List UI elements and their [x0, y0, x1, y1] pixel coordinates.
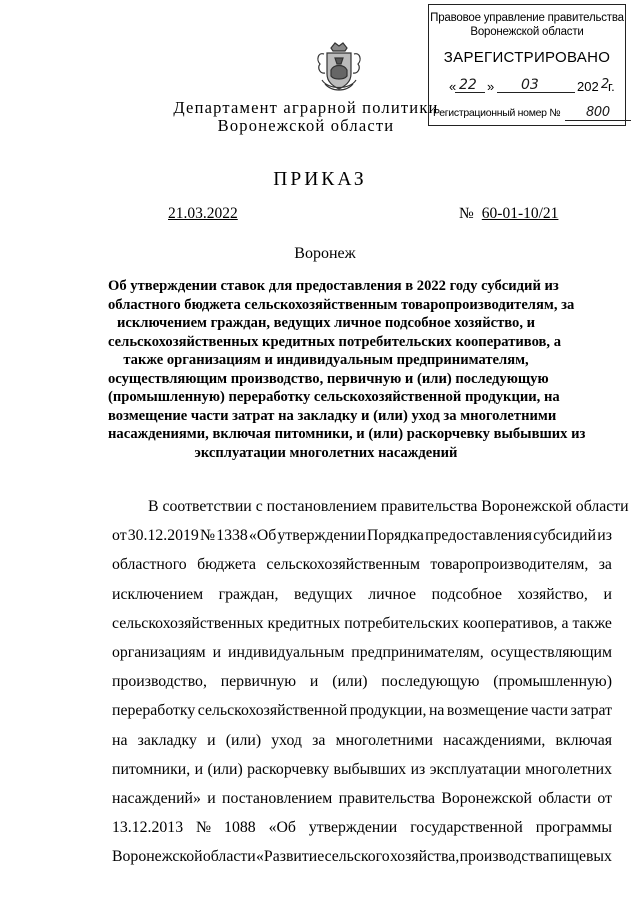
body-word: правительства [338, 789, 436, 807]
body-word: № [196, 819, 212, 837]
order-date: 21.03.2022 [168, 205, 238, 222]
body-word: многолетними [335, 731, 433, 749]
body-word: хозяйство, [517, 585, 588, 603]
body-word: подсобное [431, 585, 503, 603]
heading-line: возмещение части затрат на закладку и (или) уход за многолетними [108, 407, 557, 424]
body-word: и [212, 643, 222, 661]
body-word: 1088 [224, 819, 256, 837]
number-sign: № [459, 205, 474, 222]
stamp-month: 03 [521, 77, 539, 93]
body-word: эксплуатации [429, 760, 521, 778]
body-word: Порядка [366, 527, 424, 545]
heading-line: также организациям и индивидуальным предпринимателям, [123, 352, 529, 368]
body-word: а [561, 614, 569, 632]
heading-line: осуществляющим производство, первичную и (или) последующую [108, 370, 549, 387]
body-word: производства [459, 848, 550, 866]
body-word: многолетних [525, 760, 612, 778]
stamp-reg-number: 800 [585, 105, 610, 120]
body-word: хозяйства, [389, 848, 460, 866]
body-word: утверждении [308, 819, 398, 837]
body-word: затрат [570, 702, 612, 720]
body-word: программы [535, 819, 612, 837]
body-word: «Об [248, 527, 277, 545]
body-word: за [312, 731, 326, 749]
department-line2: Воронежской области [217, 116, 395, 135]
body-word: из [410, 760, 426, 778]
body-word: области [538, 789, 592, 807]
department-line1: Департамент аграрной политики [173, 98, 439, 117]
body-word: и [194, 760, 204, 778]
body-word: сельскохозяйственным [266, 556, 421, 574]
body-word: организациям [112, 643, 206, 661]
stamp-quote-open: « [449, 79, 457, 94]
body-word: исключением [112, 585, 204, 603]
stamp-year-suffix: 2 [601, 77, 610, 92]
body-word: индивидуальным [228, 643, 345, 661]
body-word: предоставления [425, 527, 532, 545]
body-word: 13.12.2013 [112, 819, 184, 837]
body-word: 1338 [216, 527, 248, 545]
body-word: включая [555, 731, 612, 749]
heading-line: насаждениями, включая питомники, и (или) раскорчевку выбывших из [108, 426, 586, 442]
body-word: закладку [137, 731, 197, 749]
body-word: и [207, 731, 216, 749]
heading-line: сельскохозяйственных кредитных потребительских кооперативов, а [108, 333, 561, 350]
stamp-authority-line1: Правовое управление правительства [430, 12, 624, 24]
body-word: государственной [410, 819, 523, 837]
body-word: и [207, 789, 216, 807]
body-word: (промышленную) [493, 673, 612, 691]
stamp-quote-close: » [487, 79, 495, 94]
heading-line: исключением граждан, ведущих личное подсобное хозяйство, и [116, 315, 536, 331]
stamp-authority-line2: Воронежской области [470, 26, 584, 38]
body-word: от [597, 789, 612, 807]
body-word: на [112, 731, 128, 749]
body-line [112, 784, 612, 813]
body-word: товаропроизводителям, [430, 556, 589, 574]
body-word: и [309, 673, 319, 691]
body-word: ведущих [294, 585, 353, 603]
body-line [112, 755, 612, 784]
order-heading [108, 277, 586, 462]
body-word: областного [112, 556, 187, 574]
body-word: 30.12.2019 [127, 527, 199, 545]
body-line [112, 667, 612, 696]
body-word: на [428, 702, 445, 720]
body-word: осуществляющим [490, 643, 612, 661]
body-word: также [572, 614, 612, 632]
body-word: из [597, 527, 612, 545]
body-word: насаждений» [112, 789, 201, 807]
body-word: граждан, [218, 585, 279, 603]
body-word: (или) [207, 760, 243, 778]
order-city: Воронеж [294, 245, 356, 262]
stamp-reg-label: Регистрационный номер № [433, 107, 561, 119]
document-title: ПРИКАЗ [273, 169, 367, 190]
body-word: за [598, 556, 612, 574]
body-line [112, 580, 612, 609]
body-word: насаждениями, [443, 731, 546, 749]
body-word: предпринимателям, [351, 643, 484, 661]
stamp-year-prefix: 202 [577, 79, 599, 94]
body-line [112, 696, 612, 725]
body-word: части [530, 702, 569, 720]
body-line [112, 521, 612, 550]
order-body [112, 492, 629, 871]
body-word: кооперативов, [462, 614, 558, 632]
heading-line: (промышленную) переработку сельскохозяйственной продукции, на [108, 389, 560, 405]
body-word: области [202, 848, 256, 866]
body-word: потребительских [344, 614, 459, 632]
body-word: Воронежской [112, 848, 203, 866]
coat-of-arms-icon [314, 40, 364, 98]
body-word: и [603, 585, 612, 603]
body-word: (или) [225, 731, 262, 749]
body-word: бюджета [197, 556, 256, 574]
body-word: от [112, 527, 127, 545]
body-word: постановлением [222, 789, 333, 807]
body-word: переработку [112, 702, 196, 720]
body-word: возмещение [446, 702, 529, 720]
body-word: Воронежской [441, 789, 532, 807]
body-word: сельскохозяйственных [112, 614, 264, 632]
stamp-year-unit: г. [608, 79, 615, 94]
body-word: последующую [381, 673, 480, 691]
body-word: выбывших [333, 760, 407, 778]
body-line [112, 609, 612, 638]
stamp-day: 22 [459, 77, 477, 93]
body-word: продукции, [349, 702, 427, 720]
body-line [112, 638, 612, 667]
body-word: утверждении [277, 527, 366, 545]
department-name [0, 99, 640, 135]
body-word: сельскохозяйственной [197, 702, 348, 720]
body-word: раскорчевку [247, 760, 330, 778]
body-word: кредитных [267, 614, 341, 632]
body-word: сельского [324, 848, 390, 866]
body-word: первичную [220, 673, 297, 691]
body-line [112, 813, 612, 842]
body-word: «Развитие [256, 848, 325, 866]
order-number [459, 205, 558, 223]
body-line [112, 726, 612, 755]
stamp-status: ЗАРЕГИСТРИРОВАНО [443, 49, 611, 66]
body-word: «Об [268, 819, 296, 837]
body-line: В соответствии с постановлением правительства Воронежской области [148, 498, 629, 515]
heading-line: Об утверждении ставок для предоставления в 2022 году субсидий из [108, 278, 559, 294]
body-word: субсидий [533, 527, 597, 545]
body-word: личное [368, 585, 417, 603]
body-word: (или) [332, 673, 368, 691]
body-word: № [199, 527, 216, 545]
body-line [112, 550, 612, 579]
heading-line: областного бюджета сельскохозяйственным товаропроизводителям, за [108, 296, 575, 313]
body-word: производство, [112, 673, 207, 691]
heading-line: эксплуатации многолетних насаждений [194, 444, 458, 461]
body-word: пищевых [549, 848, 612, 866]
body-word: питомники, [112, 760, 191, 778]
order-number-value: 60-01-10/21 [481, 205, 559, 222]
body-word: уход [271, 731, 302, 749]
body-line [112, 842, 612, 871]
